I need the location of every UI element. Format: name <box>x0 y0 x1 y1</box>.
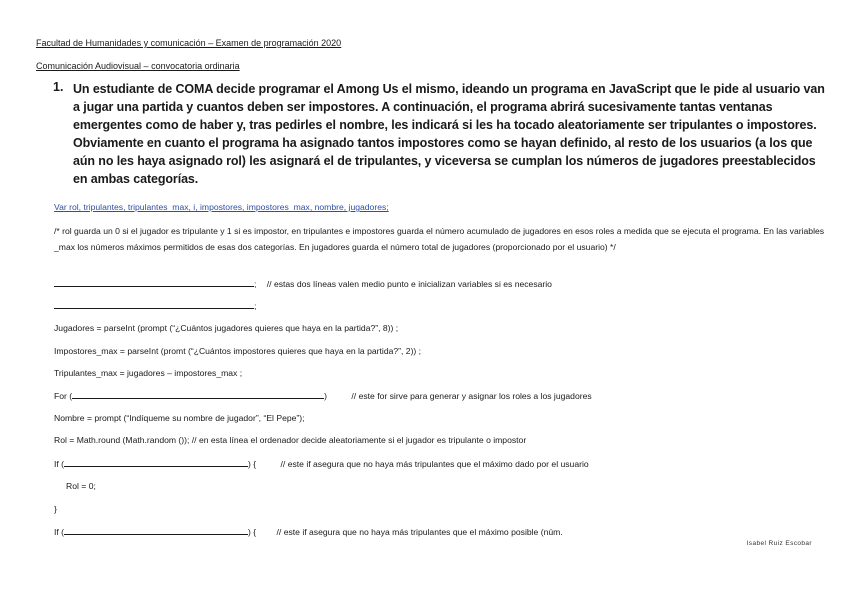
blank-line-1 <box>54 277 552 289</box>
answer-blank-1[interactable] <box>54 277 257 289</box>
if1-prefix: If ( <box>54 459 65 469</box>
question-text: Un estudiante de COMA decide programar el Among Us el mismo, ideando un programa en JavaScript que le pide al usuario van a jugar una partida y cuantos deben ser impostores. A continuación, el programa abrirá sucesivamente tantas ventanas emergentes como de haber y, tras pedirles el nombre, les indicará si les ha tocado aleatoriamente ser tripulantes o impostores. Obviamente en cuanto el programa ha asignado tantos impostores como se hayan definido, al resto de los usuarios (a los que aún no les haya asignado rol) les asignará el de tripulantes, y viceversa se cumplan los números de jugadores preestablecidos en ambas categorías. <box>73 82 825 186</box>
code-for <box>54 389 592 401</box>
for-suffix: ) <box>324 391 328 401</box>
code-tripulantes: Tripulantes_max = jugadores – impostores_max ; <box>54 368 243 378</box>
question-number: 1. <box>53 80 64 94</box>
code-impostores: Impostores_max = parseInt (promt (“¿Cuántos impostores quieres que haya en la partida?”, 2)) ; <box>54 346 422 356</box>
blank-1-comment: // estas dos líneas valen medio punto e inicializan variables si es necesario <box>266 279 552 289</box>
code-rol: Rol = Math.round (Math.random ()); // en esta línea el ordenador decide aleatoriamente si el jugador es tripulante o impostor <box>54 435 527 445</box>
answer-blank-2[interactable] <box>54 299 257 311</box>
if1-suffix: ) { <box>248 459 257 469</box>
code-if-2 <box>54 525 563 537</box>
code-jugadores: Jugadores = parseInt (prompt (“¿Cuántos jugadores quieres que haya en la partida?”, 8)) ; <box>54 323 399 333</box>
if1-blank[interactable] <box>64 457 248 467</box>
code-comment: /* rol guarda un 0 si el jugador es tripulante y 1 si es impostor, en tripulantes e impostores guarda el número acumulado de jugadores en esos roles a medida que se ejecuta el programa. En las variables _max los números máximos permitidos de esas dos categorías. En jugadores guarda el número total de jugadores (proporcionado por el usuario) */ <box>54 226 825 252</box>
if2-comment: // este if asegura que no haya más tripulantes que el máximo posible (núm. <box>276 527 563 537</box>
for-blank[interactable] <box>72 389 324 399</box>
blank-1-semicolon: ; <box>254 279 257 289</box>
code-nombre: Nombre = prompt (“Indíqueme su nombre de jugador”, “El Pepe”); <box>54 413 305 423</box>
code-if-1 <box>54 457 589 469</box>
header-course: Comunicación Audiovisual – convocatoria ordinaria <box>36 61 240 71</box>
if2-suffix: ) { <box>248 527 257 537</box>
code-close-brace: } <box>54 504 57 514</box>
header-faculty: Facultad de Humanidades y comunicación – Examen de programación 2020 <box>36 38 342 48</box>
for-comment: // este for sirve para generar y asignar los roles a los jugadores <box>351 391 592 401</box>
blank-line-2 <box>54 299 256 311</box>
code-rol-zero: Rol = 0; <box>66 481 96 491</box>
for-prefix: For ( <box>54 391 73 401</box>
blank-2-semicolon: ; <box>254 301 257 311</box>
author-signature: Isabel Ruiz Escobar <box>746 540 812 547</box>
var-declaration: Var rol, tripulantes, tripulantes_max, i, impostores, impostores_max, nombre, jugadores; <box>54 202 389 212</box>
if1-comment: // este if asegura que no haya más tripulantes que el máximo dado por el usuario <box>280 459 589 469</box>
if2-prefix: If ( <box>54 527 65 537</box>
if2-blank[interactable] <box>64 525 248 535</box>
